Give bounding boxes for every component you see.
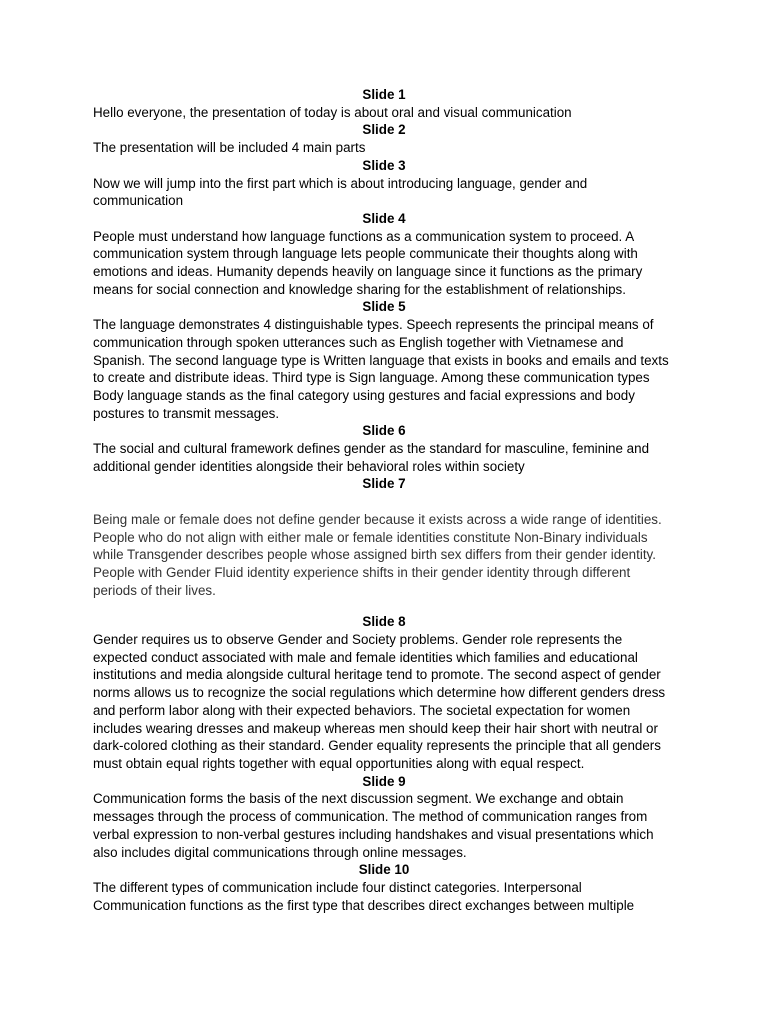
slide-body: Now we will jump into the first part which is about introducing language, gender and communication (93, 175, 588, 209)
slide-heading: Slide 10 (358, 862, 410, 878)
slide-section-3 (93, 157, 675, 210)
slide-body: The language demonstrates 4 distinguishable types. Speech represents the principal means of communication through spoken utterances such as English together with Vietnamese and Spanish. The second language type is Written language that exists in books and emails and texts to create and distribute ideas. Third type is Sign language. Among these communication types Body language stands as the final category using gestures and facial expressions and body postures to transmit messages. (93, 317, 669, 421)
slide-body: Communication forms the basis of the next discussion segment. We exchange and obtain messages through the process of communication. The method of communication ranges from verbal expression to non-verbal gestures including handshakes and visual presentations which also includes digital communications through online messages. (93, 791, 654, 860)
slide-body: The social and cultural framework defines gender as the standard for masculine, feminine and additional gender identities alongside their behavioral roles within society (93, 441, 650, 474)
slide-heading: Slide 8 (362, 614, 406, 630)
slide-heading: Slide 9 (362, 773, 406, 789)
slide-heading: Slide 2 (362, 122, 406, 138)
slide-section-8 (93, 613, 675, 772)
slide-heading: Slide 3 (362, 157, 406, 173)
slide-section-7 (93, 475, 675, 599)
slide-section-5 (93, 298, 675, 422)
slide-heading: Slide 7 (362, 476, 406, 492)
slide-body: Gender requires us to observe Gender and Society problems. Gender role represents the expected conduct associated with male and female identities which families and educational institutions and media alongside cultural heritage tend to promote. The second aspect of gender norms allows us to recognize the social regulations which determine how different genders dress and perform labor along with their expected behaviors. The societal expectation for women includes wearing dresses and makeup whereas men should keep their hair short with neutral or dark-colored clothing as their standard. Gender equality represents the principle that all genders must obtain equal rights together with equal opportunities along with equal respect. (93, 632, 666, 771)
slide-section-4 (93, 210, 675, 299)
slide-body: The presentation will be included 4 main parts (93, 140, 366, 156)
slide-body: The different types of communication include four distinct categories. Interpersonal Communication functions as the first type that describes direct exchanges between multiple (93, 879, 635, 913)
slide-section-9 (93, 773, 675, 862)
slide-body: People must understand how language functions as a communication system to proceed. A communication system through language lets people communicate their thoughts along with emotions and ideas. Humanity depends heavily on language since it functions as the primary means for social connection and knowledge sharing for the establishment of relationships. (93, 228, 643, 297)
slide-heading: Slide 6 (362, 423, 406, 439)
slide-section-2 (93, 121, 675, 156)
document-page (93, 86, 675, 914)
slide-section-10 (93, 861, 675, 914)
slide-heading: Slide 1 (362, 87, 406, 102)
slide-body: Being male or female does not define gender because it exists across a wide range of identities. People who do not align with either male or female identities constitute Non-Binary individuals while Transgender describes people whose assigned birth sex differs from their gender identity. People with Gender Fluid identity experience shifts in their gender identity through different periods of their lives. (93, 511, 662, 598)
slide-section-6 (93, 422, 675, 475)
slide-section-1 (93, 86, 675, 121)
slide-body: Hello everyone, the presentation of today is about oral and visual communication (93, 104, 572, 120)
slide-heading: Slide 4 (362, 210, 406, 226)
slide-heading: Slide 5 (362, 299, 406, 315)
